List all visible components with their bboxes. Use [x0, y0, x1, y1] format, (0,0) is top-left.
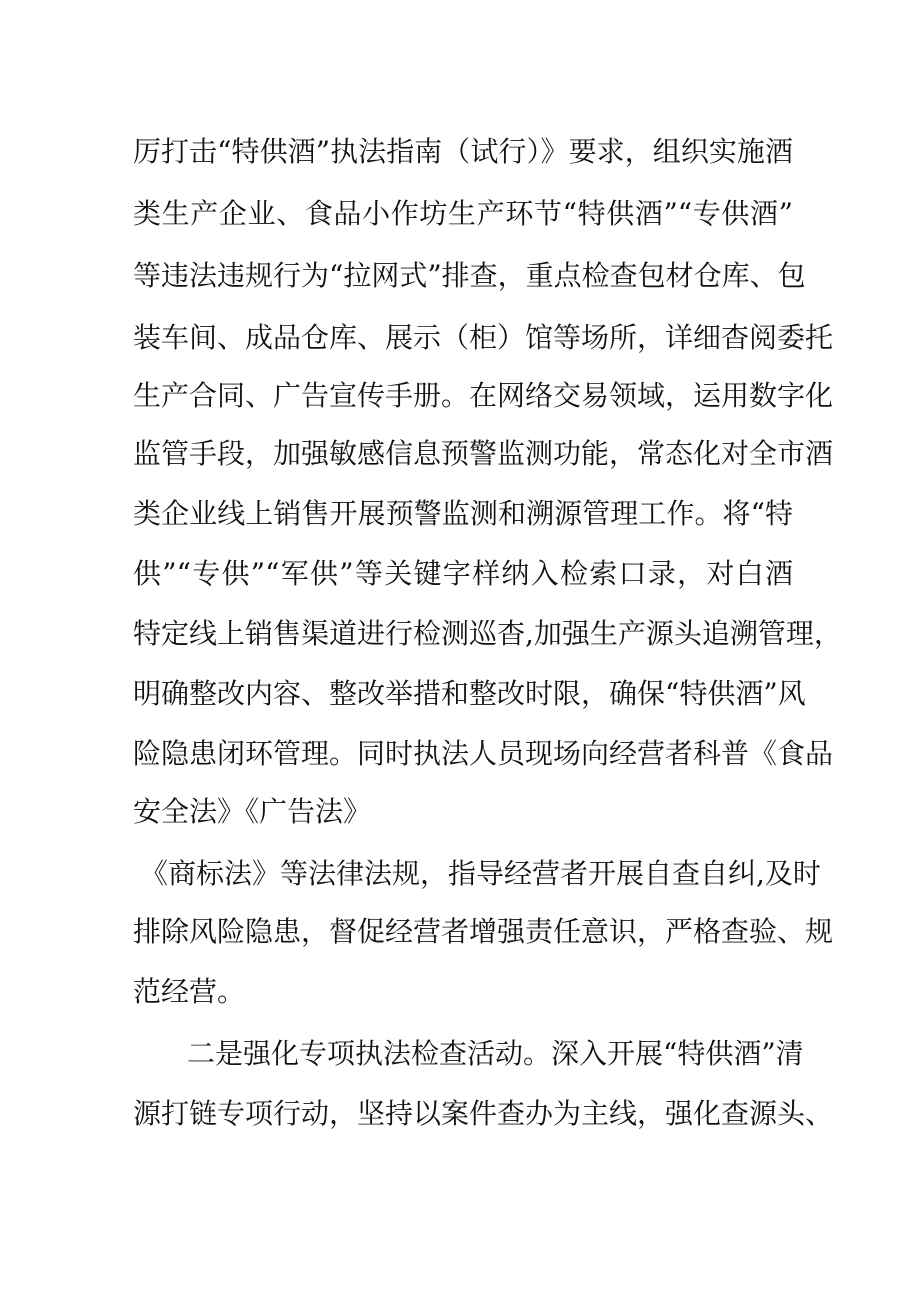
- text-line: 装车间、成品仓库、展示（柜）馆等场所，详细杳阅委托: [133, 321, 834, 354]
- text-line: 《商标法》等法律法规，指导经营者开展自查自纠,及时: [140, 857, 821, 890]
- text-line: 明确整改内容、整改举措和整改时限，确保“特供酒”风: [133, 677, 806, 710]
- text-line: 险隐患闭环管理。同时执法人员现场向经营者科普《食品: [133, 737, 834, 770]
- paragraph-first-line: 二是强化专项执法检查活动。深入开展“特供酒”清: [187, 1037, 804, 1070]
- text-line: 等违法违规行为“拉网式”排查，重点检查包材仓库、包: [133, 259, 806, 292]
- text-line: 特定线上销售渠道进行检测巡杳,加强生产源头追溯管理，: [133, 617, 842, 650]
- text-line: 类生产企业、食品小作坊生产环节“特供酒”“专供酒”: [133, 197, 793, 230]
- text-line: 厉打击“特供酒”执法指南（试行）》要求，组织实施酒: [133, 135, 793, 168]
- text-line: 安全法》《广告法》: [133, 795, 372, 828]
- text-line: 排除风险隐患，督促经营者增强责任意识，严格查验、规: [133, 915, 834, 948]
- text-line: 生产合同、广告宣传手册。在网络交易领域，运用数字化: [133, 379, 834, 412]
- text-line: 监管手段，加强敏感信息预警监测功能，常态化对全市酒: [133, 437, 834, 470]
- text-line: 供”“专供”“军供”等关键字样纳入检索口录，对白酒: [133, 557, 793, 590]
- text-line: 类企业线上销售开展预警监测和溯源管理工作。将“特: [133, 497, 793, 530]
- text-line: 源打链专项行动，坚持以案件查办为主线，强化查源头、: [133, 1097, 834, 1130]
- text-line: 范经营。: [133, 975, 246, 1008]
